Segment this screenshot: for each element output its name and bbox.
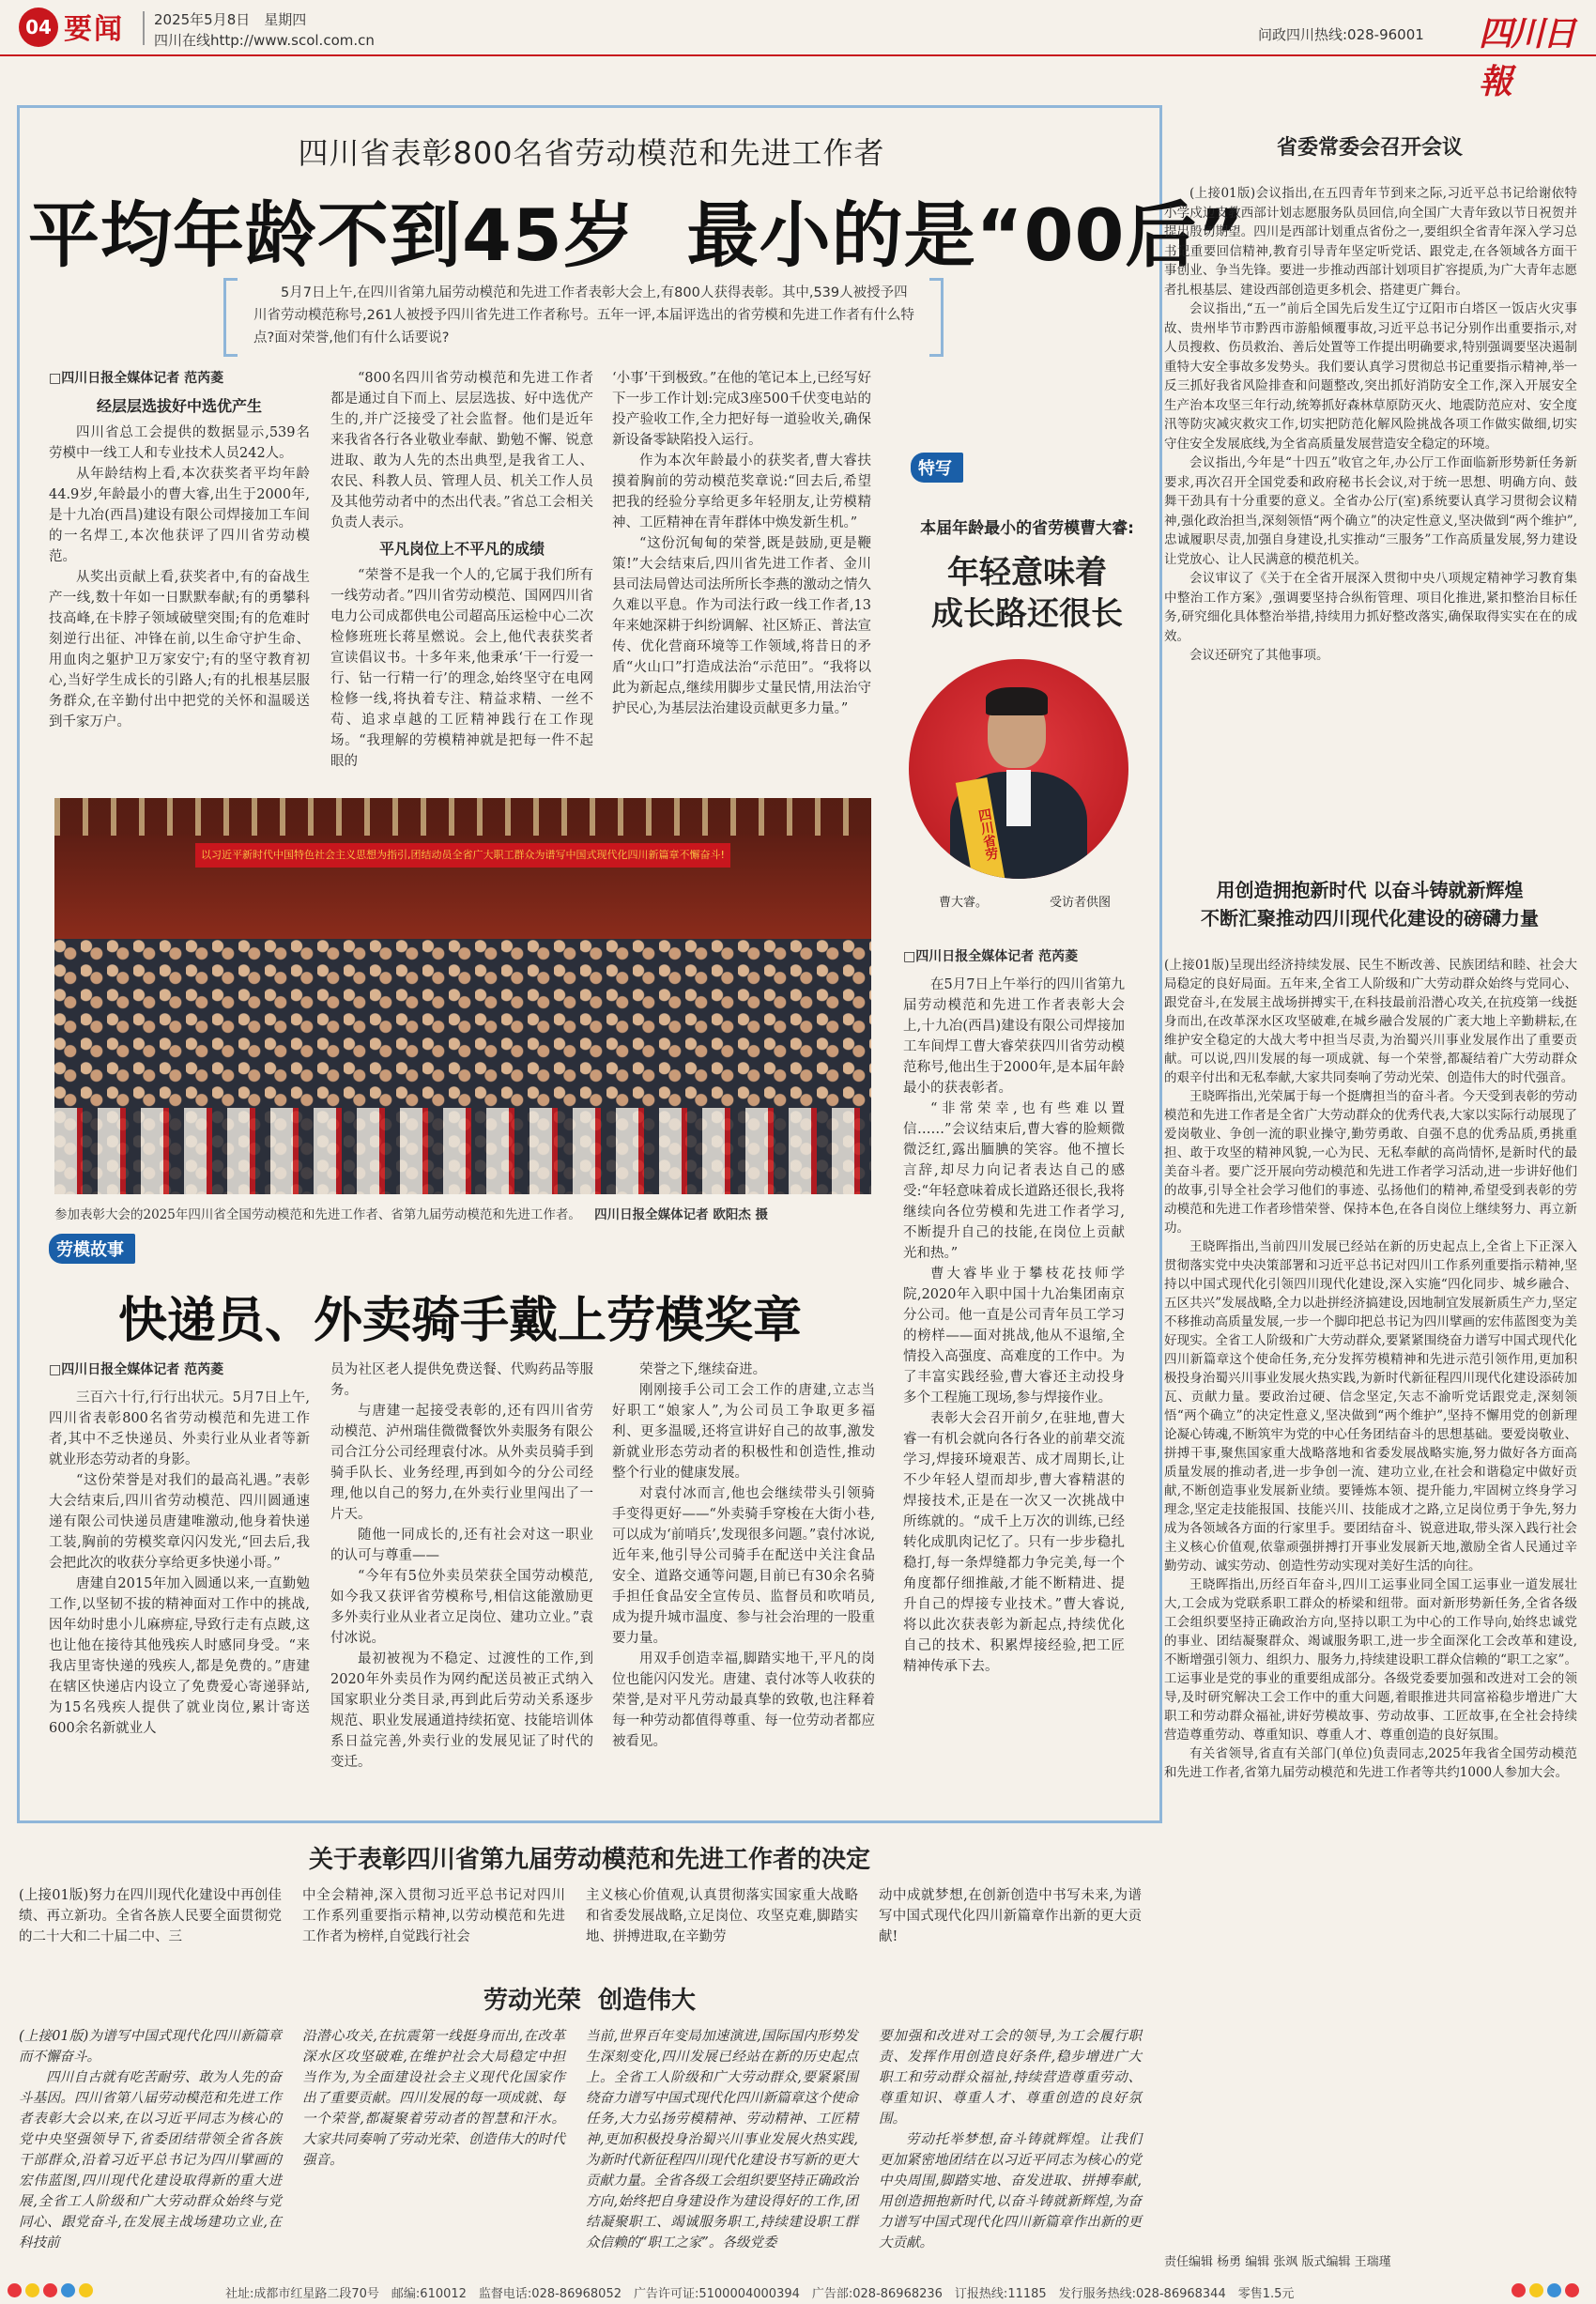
- color-register-dot: [1565, 2283, 1579, 2297]
- header-date: 2025年5月8日 星期四: [154, 11, 307, 28]
- main-kicker: 四川省表彰800名省劳动模范和先进工作者: [298, 135, 885, 171]
- main-subhead-1: 经层层选拔好中选优产生: [96, 397, 262, 415]
- paragraph: “今年有5位外卖员荣获全国劳动模范,如今我又获评省劳模称号,相信这能激励更多外卖行业从业者立足岗位、建功立业。”袁付冰说。: [330, 1569, 593, 1646]
- portrait-hair: [986, 687, 1048, 715]
- lead-bracket-right: [929, 278, 944, 357]
- special-tag-label: 特写: [911, 453, 963, 483]
- paragraph: 曹大睿毕业于攀枝花技师学院,2020年入职中国十九冶集团南京分公司。他一直是公司青年员工学习的榜样——面对挑战,他从不退缩,全情投入高强度、高难度的工作中。为了丰富实践经验,曹大睿还主动投身多个工程施工现场,参与焊接作业。: [903, 1267, 1125, 1405]
- stage-lights: [54, 798, 871, 836]
- main-column-1: [49, 368, 310, 732]
- header-divider: [143, 11, 145, 45]
- front-row-sashes: [54, 1108, 871, 1194]
- color-register-dot: [61, 2283, 75, 2297]
- courier-column-3: [612, 1359, 875, 1752]
- photo-caption: [54, 1204, 881, 1222]
- photo-credit: 四川日报全媒体记者 欧阳杰 摄: [594, 1207, 769, 1222]
- paragraph: 对袁付冰而言,他也会继续带头引领骑手变得更好——“外卖骑手穿梭在大街小巷,可以成为‘前哨兵’,发现很多问题。”袁付冰说,近年来,他引导公司骑手在配送中关注食品安全、道路交通等问题,目前已有30余名骑手担任食品安全宣传员、监督员和吹哨员,成为提升城市温度、参与社会治理的一股重要力量。: [612, 1486, 875, 1646]
- paragraph: 四川自古就有吃苦耐劳、敢为人先的奋斗基因。四川省第八届劳动模范和先进工作者表彰大会以来,在以习近平同志为核心的党中央坚强领导下,省委团结带领全省各族干部群众,沿着习近平总书记为四川擘画的宏伟蓝图,四川现代化建设取得新的重大进展,全省工人阶级和广大劳动群众始终与党同心、跟党奋斗,在发展主战场建功立业,在科技前: [19, 2070, 282, 2250]
- portrait-caption: 曹大睿。: [939, 896, 989, 910]
- section-title: 要闻: [64, 13, 124, 46]
- struggle-article: [1164, 956, 1577, 2240]
- paragraph: 动中成就梦想,在创新创造中书写未来,为谱写中国式现代化四川新篇章作出新的更大贡献!: [879, 1888, 1142, 1944]
- color-register-dot: [25, 2283, 39, 2297]
- editor-credits: 责任编辑 杨勇 编辑 张飒 版式编辑 王瑞瑾: [1164, 2255, 1391, 2269]
- special-headline-2: 成长路还很长: [931, 595, 1123, 633]
- paragraph: “这份沉甸甸的荣誉,既是鼓励,更是鞭策!”大会结束后,四川省先进工作者、金川县司法局曾达司法所所长李燕的激动之情久久难以平息。作为司法行政一线工作者,13年来她深耕于纠纷调解、社区矫正、普法宣传、优化营商环境等工作领域,将昔日的矛盾“火山口”打造成法治“示范田”。“我将以此为新起点,继续用脚步丈量民情,用法治守护民心,为基层法治建设贡献更多力量。”: [612, 536, 871, 716]
- paragraph: ‘小事’干到极致。”在他的笔记本上,已经写好下一步工作计划:完成3座500千伏变电站的投产验收工作,全力把好每一道验收关,确保新设备零缺陷投入运行。: [612, 371, 871, 448]
- glory-col-1: [19, 2026, 282, 2253]
- paragraph: (上接01版)努力在四川现代化建设中再创佳绩、再立新功。全省各族人民要全面贯彻党的二十大和二十届二中、三: [19, 1888, 282, 1944]
- paragraph: 沿潜心攻关,在抗震第一线挺身而出,在改革深水区攻坚破难,在维护社会大局稳定中担当作为,为全面建设社会主义现代化国家作出了重要贡献。四川发展的每一项成就、每一个荣誉,都凝聚着劳动者的智慧和汗水。大家共同奏响了劳动光荣、创造伟大的时代强音。: [302, 2029, 565, 2168]
- paragraph: 主义核心价值观,认真贯彻落实国家重大战略和省委发展战略,立足岗位、攻坚克难,脚踏实地、拼搏进取,在辛勤劳: [586, 1888, 858, 1944]
- color-register-dot: [79, 2283, 93, 2297]
- special-kicker: 本届年龄最小的省劳模曹大睿:: [920, 519, 1134, 538]
- glory-headline: 劳动光荣 创造伟大: [483, 1987, 697, 2015]
- lead-bracket-left: [223, 278, 238, 357]
- paragraph: 要加强和改进对工会的领导,为工会履行职责、发挥作用创造良好条件,稳步增进广大职工和劳动群众福祉,持续营造尊重劳动、尊重知识、尊重人才、尊重创造的良好氛围。: [879, 2029, 1142, 2127]
- photo-caption-text: 参加表彰大会的2025年四川省全国劳动模范和先进工作者、省第九届劳动模范和先进工作者。: [54, 1207, 581, 1222]
- decision-col-4: [879, 1885, 1142, 1947]
- meeting-headline: 省委常委会召开会议: [1276, 136, 1463, 160]
- courier-byline: □四川日报全媒体记者 范芮菱: [49, 1362, 224, 1377]
- paragraph: “非常荣幸,也有些难以置信……”会议结束后,曹大睿的脸颊微微泛红,露出腼腆的笑容。他不擅长言辞,却尽力向记者表达自己的感受:“年轻意味着成长道路还很长,我将继续向各位劳模和先进工作者学习,不断提升自己的技能,在岗位上贡献光和热。”: [903, 1101, 1125, 1261]
- paragraph: “荣誉不是我一个人的,它属于我们所有一线劳动者。”四川省劳动模范、国网四川省电力公司成都供电公司超高压运检中心二次检修班班长蒋星燃说。会上,他代表获奖者宣读倡议书。十多年来,他秉承‘干一行爱一行、钻一行精一行’的理念,始终坚守在电网检修一线,将执着专注、精益求精、一丝不苟、追求卓越的工匠精神践行在工作现场。“我理解的劳模精神就是把每一件不起眼的: [330, 568, 593, 769]
- portrait-photo: [909, 659, 1128, 879]
- header-rule: [0, 54, 1596, 56]
- header-hotline: 问政四川热线:028-96001: [1258, 26, 1424, 43]
- decision-headline: 关于表彰四川省第九届劳动模范和先进工作者的决定: [308, 1846, 870, 1874]
- footer-bar: [0, 2278, 1596, 2304]
- special-byline: □四川日报全媒体记者 范芮菱: [903, 949, 1079, 964]
- main-byline: □四川日报全媒体记者 范芮菱: [49, 371, 224, 386]
- decision-col-1: [19, 1885, 282, 1947]
- paragraph: 在5月7日上午举行的四川省第九届劳动模范和先进工作者表彰大会上,十九冶(西昌)建设有限公司焊接加工车间焊工曹大睿荣获四川省劳动模范称号,他出生于2000年,是本届年龄最小的获表彰者。: [903, 977, 1125, 1096]
- paragraph: (上接01版)呈现出经济持续发展、民生不断改善、民族团结和睦、社会大局稳定的良好局面。五年来,全省工人阶级和广大劳动群众始终与党同心、跟党奋斗,在发展主战场拼搏实干,在科技最前沿潜心攻关,在抗疫第一线挺身而出,在改革深水区攻坚破难,在城乡融合发展的广袤大地上辛勤耕耘,在维护安全稳定的大战大考中担当尽责,为治蜀兴川事业发展作出了重要贡献。可以说,四川发展的每一项成就、每一个荣誉,都凝结着广大劳动群众的艰辛付出和无私奉献,大家共同奏响了劳动光荣、创造伟大的时代强音。: [1164, 958, 1577, 1085]
- special-column: [903, 946, 1125, 1677]
- paragraph: 劳动托举梦想,奋斗铸就辉煌。让我们更加紧密地团结在以习近平同志为核心的党中央周围,脚踏实地、奋发进取、拼搏奉献,用创造拥抱新时代,以奋斗铸就新辉煌,为奋力谱写中国式现代化四川新篇章作出新的更大贡献。: [879, 2132, 1142, 2250]
- color-register-dot: [43, 2283, 57, 2297]
- paragraph: 从奖出贡献上看,获奖者中,有的奋战生产一线,数十年如一日默默奉献;有的勇攀科技高峰,在卡脖子领域破壁突围;有的危难时刻逆行出征、冲锋在前,以生命守护生命、用血肉之躯护卫万家安宁;有的坚守教育初心,当好学生成长的引路人;有的扎根基层服务群众,在辛勤付出中把党的关怀和温暖送到千家万户。: [49, 570, 310, 730]
- main-headline: 平均年龄不到45岁 最小的是“00后”: [28, 193, 1246, 277]
- paragraph: 与唐建一起接受表彰的,还有四川省劳动模范、泸州瑞佳微微餐饮外卖服务有限公司合江分公司经理袁付冰。从外卖员骑手到骑手队长、业务经理,再到如今的分公司经理,他以自己的努力,在外卖行业里闯出了一片天。: [330, 1404, 593, 1522]
- paragraph: 当前,世界百年变局加速演进,国际国内形势发生深刻变化,四川发展已经站在新的历史起点上。全省工人阶级和广大劳动群众,要紧紧围绕奋力谱写中国式现代化四川新篇章这个使命任务,大力弘扬劳模精神、劳动精神、工匠精神,更加积极投身治蜀兴川事业发展火热实践,为新时代新征程四川现代化建设书写新的更大贡献力量。全省各级工会组织要坚持正确政治方向,始终把自身建设作为建设得好的工作,团结凝聚职工、竭诚服务职工,持续建设职工群众信赖的“职工之家”。各级党委: [586, 2029, 858, 2250]
- footer-info: 社址:成都市红星路二段70号 邮编:610012 监督电话:028-86968052 广告许可证:5100004000394 广告部:028-86968236 订报热线:11185 发行服务热线:028-86968344 零售1.5元: [225, 2287, 1295, 2301]
- paragraph: (上接01版)会议指出,在五四青年节到来之际,习近平总书记给谢依特小学戍边支教西部计划志愿服务队员回信,向全国广大青年致以节日祝贺并提出殷切期望。四川是西部计划重点省份之一,要组织全省青年深入学习总书记重要回信精神,教育引导青年坚定听党话、跟党走,在各领域各方面干事创业、争当先锋。要进一步推动西部计划项目扩容提质,为广大青年志愿者扎根基层、建设西部创造更多机会、搭建更广舞台。: [1164, 186, 1577, 298]
- paragraph: 唐建自2015年加入圆通以来,一直勤勉工作,以坚韧不拔的精神面对工作中的挑战,因年幼时患小儿麻痹症,导致行走有点跛,这也让他在接待其他残疾人时感同身受。“来我店里寄快递的残疾人,都是免费的。”唐建在辖区快递店内设立了免费爱心寄递驿站,为15名残疾人提供了就业岗位,累计寄送600余名新就业人: [49, 1576, 310, 1736]
- courier-headline: 快递员、外卖骑手戴上劳模奖章: [117, 1293, 802, 1349]
- special-headline-1: 年轻意味着: [947, 554, 1107, 591]
- paragraph: 四川省总工会提供的数据显示,539名劳模中一线工人和专业技术人员242人。: [49, 425, 310, 461]
- main-column-3: [612, 368, 871, 719]
- paragraph: 王晓晖指出,光荣属于每一个挺膺担当的奋斗者。今天受到表彰的劳动模范和先进工作者是全省广大劳动群众的优秀代表,大家以实际行动展现了爱岗敬业、争创一流的职业操守,勤劳勇敢、自强不息的优秀品质,勇挑重担、敢于攻坚的精神风貌,一心为民、无私奉献的高尚情怀,是新时代的最美奋斗者。要广泛开展向劳动模范和先进工作者学习活动,进一步讲好他们的故事,引导全社会学习他们的事迹、弘扬他们的精神,希望受到表彰的劳动模范和先进工作者珍惜荣誉、保持本色,在各自岗位上继续努力、再立新功。: [1164, 1089, 1577, 1236]
- color-register-dot: [1547, 2283, 1561, 2297]
- paragraph: 荣誉之下,继续奋进。: [639, 1362, 767, 1377]
- paragraph: 员为社区老人提供免费送餐、代购药品等服务。: [330, 1362, 593, 1398]
- ceremony-photo: [54, 798, 871, 1194]
- paragraph: 王晓晖指出,历经百年奋斗,四川工运事业同全国工运事业一道发展壮大,工会成为党联系职工群众的桥梁和纽带。面对新形势新任务,全省各级工会组织要坚持正确政治方向,坚持以职工为中心的工作导向,始终忠诚党的事业、团结凝聚群众、竭诚服务职工,进一步全面深化工会改革和建设,不断增强引领力、组织力、服务力,持续建设职工群众信赖的“职工之家”。工运事业是党的事业的重要组成部分。各级党委要加强和改进对工会的领导,及时研究解决工会工作中的重大问题,着眼推进共同富裕稳步增进广大职工和劳动群众福祉,讲好劳模故事、劳动故事、工匠故事,在全社会持续营造尊重劳动、尊重知识、尊重人才、尊重创造的良好氛围。: [1164, 1577, 1577, 1743]
- struggle-headline-2: 不断汇聚推动四川现代化建设的磅礴力量: [1201, 907, 1539, 929]
- paragraph: 会议指出,今年是“十四五”收官之年,办公厅工作面临新形势新任务新要求,再次召开全国党委和政府秘书长会议,对于统一思想、明确方向、鼓舞干劲具有十分重要的意义。全省办公厅(室)系统要认真学习贯彻会议精神,强化政治担当,深刻领悟“两个确立”的决定性意义,坚决做到“两个维护”,忠诚履职尽责,加强自身建设,扎实推动“三服务”工作高质量发展,努力建设让党放心、让人民满意的模范机关。: [1164, 455, 1577, 567]
- courier-column-2: [330, 1359, 593, 1773]
- portrait-sash: 四川省劳: [956, 777, 1006, 879]
- paragraph: 会议指出,“五一”前后全国先后发生辽宁辽阳市白塔区一饭店火灾事故、贵州毕节市黔西市游船倾覆事故,习近平总书记分别作出重要指示,对人员搜救、伤员救治、善后处置等工作提出明确要求,特别强调要坚决遏制重特大安全事故多发势头。我们要认真学习贯彻总书记重要指示精神,举一反三抓好我省风险排查和问题整改,突出抓好消防安全工作,深入开展安全生产治本攻坚三年行动,统筹抓好森林草原防灭火、地震防范应对、安全度汛等防灾减灾救灾工作,切实把防范化解风险挑战各项工作做实做细,切实守住安全发展底线,为全省高质量发展营造安全稳定的环境。: [1164, 301, 1577, 452]
- courier-tag-label: 劳模故事: [49, 1234, 135, 1264]
- footer-dots-right: [1512, 2283, 1583, 2301]
- portrait-credit: 受访者供图: [1050, 896, 1112, 910]
- footer-dots-left: [8, 2283, 97, 2301]
- paragraph: 刚刚接手公司工会工作的唐建,立志当好职工“娘家人”,为公司员工争取更多福利、更多温暖,还将宣讲好自己的故事,激发新就业形态劳动者的积极性和创造性,推动整个行业的健康发展。: [612, 1383, 875, 1481]
- courier-tag: [49, 1234, 135, 1264]
- courier-column-1: [49, 1359, 310, 1739]
- glory-col-4: [879, 2026, 1142, 2253]
- glory-col-3: [586, 2026, 858, 2253]
- paragraph: 中全会精神,深入贯彻习近平总书记对四川工作系列重要指示精神,以劳动模范和先进工作者为榜样,自觉践行社会: [302, 1888, 565, 1944]
- stage-banner: 以习近平新时代中国特色社会主义思想为指引,团结动员全省广大职工群众为谱写中国式现代化四川新篇章不懈奋斗!: [195, 843, 730, 868]
- paragraph: “这份荣誉是对我们的最高礼遇。”表彰大会结束后,四川省劳动模范、四川圆通速递有限公司快递员唐建唯激动,他身着快递工装,胸前的劳模奖章闪闪发光,“回去后,我会把此次的收获分享给更多快递小哥。”: [49, 1473, 310, 1571]
- paragraph: 用双手创造幸福,脚踏实地干,平凡的岗位也能闪闪发光。唐建、袁付冰等人收获的荣誉,是对平凡劳动最真挚的致敬,也注释着每一种劳动都值得尊重、每一位劳动者都应被看见。: [612, 1651, 875, 1749]
- paragraph: (上接01版)为谱写中国式现代化四川新篇章而不懈奋斗。: [19, 2029, 282, 2065]
- paragraph: 作为本次年龄最小的获奖者,曹大睿扶摸着胸前的劳动模范奖章说:“回去后,希望把我的经验分享给更多年轻朋友,让劳模精神、工匠精神在青年群体中焕发新生机。”: [612, 453, 871, 530]
- header-website: 四川在线http://www.scol.com.cn: [154, 32, 375, 49]
- decision-col-2: [302, 1885, 565, 1947]
- struggle-headline-1: 用创造拥抱新时代 以奋斗铸就新辉煌: [1216, 879, 1524, 901]
- main-subhead-2: 平凡岗位上不平凡的成绩: [378, 540, 545, 558]
- paragraph: “800名四川省劳动模范和先进工作者都是通过自下而上、层层选拔、好中选优产生的,并广泛接受了社会监督。他们是近年来我省各行各业敬业奉献、勤勉不懈、锐意进取、敢为人先的杰出典型,是我省工人、农民、科教人员、管理人员、机关工作人员及其他劳动者中的杰出代表。”省总工会相关负责人表示。: [330, 371, 593, 530]
- newspaper-logo: 四川日報: [1479, 14, 1575, 101]
- paragraph: 会议还研究了其他事项。: [1189, 648, 1329, 663]
- paragraph: 表彰大会召开前夕,在驻地,曹大睿一有机会就向各行各业的前辈交流学习,焊接环境艰苦、成才周期长,让不少年轻人望而却步,曹大睿精湛的焊接技术,正是在一次又一次挑战中所练就的。“成千上万次的训练,已经转化成肌肉记忆了。只有一步步稳扎稳打,每一条焊缝都力争完美,每一个角度都仔细推敲,才能不断精进、提升自己的焊接专业技术。”曹大睿说,将以此次获表彰为新起点,持续优化自己的技术、积累焊接经验,把工匠精神传承下去。: [903, 1411, 1125, 1674]
- color-register-dot: [8, 2283, 22, 2297]
- page-number-badge: 04: [19, 8, 58, 47]
- meeting-article: [1164, 184, 1577, 666]
- paragraph: 随他一同成长的,还有社会对这一职业的认可与尊重——: [330, 1528, 593, 1563]
- paragraph: 最初被视为不稳定、过渡性的工作,到2020年外卖员作为网约配送员被正式纳入国家职业分类目录,再到此后劳动关系逐步规范、职业发展通道持续拓宽、技能培训体系日益完善,外卖行业的发展见证了时代的变迁。: [330, 1651, 593, 1770]
- portrait-shirt: [1006, 770, 1031, 826]
- decision-col-3: [586, 1885, 858, 1947]
- special-tag: [911, 453, 963, 483]
- main-lead: 5月7日上午,在四川省第九届劳动模范和先进工作者表彰大会上,有800人获得表彰。其中,539人被授予四川省劳动模范称号,261人被授予四川省先进工作者称号。五年一评,本届评选出的省劳模和先进工作者有什么特点?面对荣誉,他们有什么话要说?: [253, 285, 914, 346]
- paragraph: 有关省领导,省直有关部门(单位)负责同志,2025年我省全国劳动模范和先进工作者,省第九届劳动模范和先进工作者等共约1000人参加大会。: [1164, 1746, 1577, 1780]
- color-register-dot: [1529, 2283, 1543, 2297]
- paragraph: 从年龄结构上看,本次获奖者平均年龄44.9岁,年龄最小的曹大睿,出生于2000年,是十九冶(西昌)建设有限公司焊接加工车间的一名焊工,本次他获评了四川省劳动模范。: [49, 467, 310, 564]
- main-column-2: [330, 368, 593, 772]
- paragraph: 王晓晖指出,当前四川发展已经站在新的历史起点上,全省上下正深入贯彻落实党中央决策部署和习近平总书记对四川工作系列重要指示精神,坚持以中国式现代化引领四川现代化建设,深入实施“四化同步、城乡融合、五区共兴”发展战略,全力以赴拼经济搞建设,因地制宜发展新质生产力,坚定不移推动高质量发展,一步一个脚印把总书记为四川擘画的宏伟蓝图变为美好现实。全省工人阶级和广大劳动群众,要紧紧围绕奋力谱写中国式现代化四川新篇章这个使命任务,充分发挥劳模精神和先进示范引领作用,更加积极投身治蜀兴川事业发展火热实践,为新时代新征程四川现代化建设添砖加瓦、贡献力量。要政治过硬、信念坚定,矢志不渝听党话跟党走,深刻领悟“两个确立”的决定性意义,坚决做到“两个维护”,坚持不懈用党的创新理论凝心铸魂,不断筑牢为党的中心任务团结奋斗的思想基础。要爱岗敬业、拼搏干事,聚焦国家重大战略落地和省委发展战略实施,努力做好各方面高质量发展的推动者,进一步争创一流、建功立业,在社会和谐稳定中做好贡献,不断创造事业发展新业绩。要锤炼本领、提升能力,牢固树立终身学习理念,坚定走技能报国、技能兴川、技能成才之路,立足岗位勇于争先,努力成为各领域各方面的行家里手。要团结奋斗、锐意进取,带头深入践行社会主义核心价值观,依靠顽强拼搏打开事业发展新天地,激励全省人民通过辛勤劳动、诚实劳动、创造性劳动实现对美好生活的向往。: [1164, 1239, 1577, 1574]
- paragraph: 三百六十行,行行出状元。5月7日上午,四川省表彰800名省劳动模范和先进工作者,其中不乏快递员、外卖行业从业者等新就业形态劳动者的身影。: [49, 1390, 310, 1467]
- paragraph: 会议审议了《关于在全省开展深入贯彻中央八项规定精神学习教育集中整治工作方案》,强调要坚持合纵衔管理、项目化推进,紧扣整治目标任务,研究细化具体整治举措,持续用力抓好整改落实,确保取得实实在在的成效。: [1164, 571, 1577, 644]
- color-register-dot: [1512, 2283, 1526, 2297]
- glory-col-2: [302, 2026, 565, 2171]
- page-header: [0, 0, 1596, 101]
